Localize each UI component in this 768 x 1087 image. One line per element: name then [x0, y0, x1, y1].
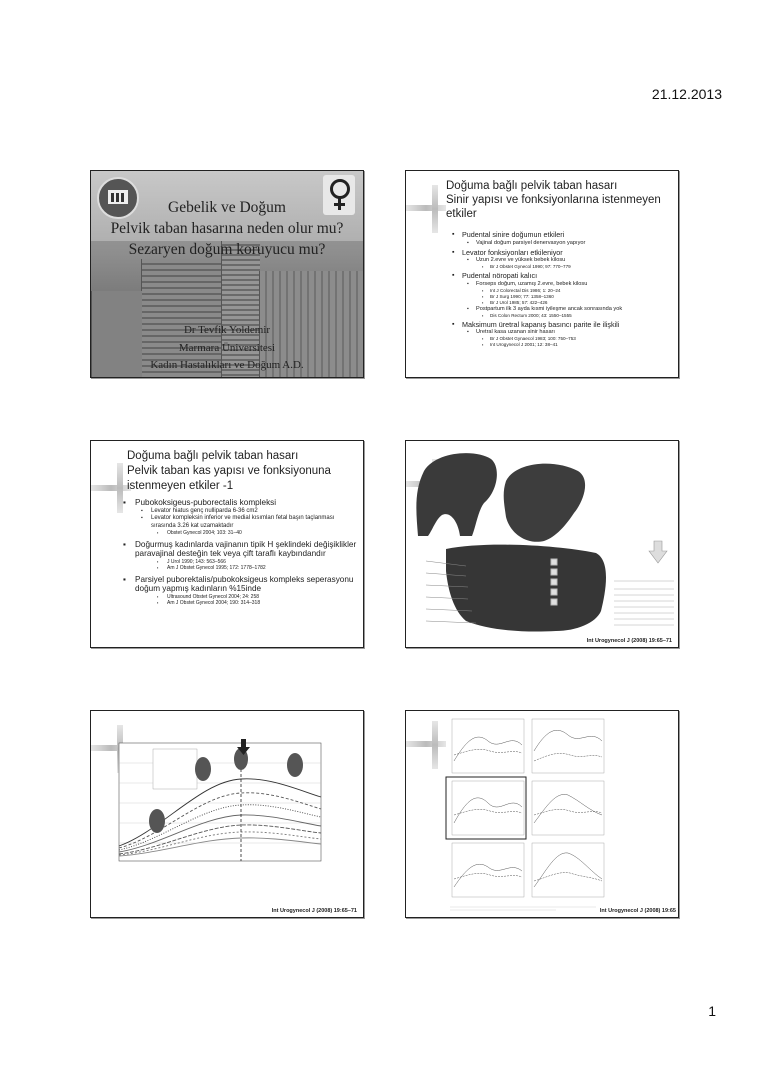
list-item: ▪ Levator fonksiyonları etkileniyor: [452, 249, 672, 258]
muscle-model-bottom: [446, 545, 606, 632]
list-item: ▪ Am J Obstet Gynecol 1995; 172: 1778–1782: [123, 565, 359, 572]
list-item: ▪ J Urol 1990; 143: 563–566: [123, 559, 359, 566]
slide-1-title-line-1: Gebelik ve Doğum: [168, 199, 286, 216]
list-item: ▪ Forseps doğum, uzamış 2.evre, bebek kilosu: [452, 281, 672, 288]
slide-3-title-line-2: Pelvik taban kas yapısı ve fonksiyonuna: [127, 465, 331, 477]
page-date: 21.12.2013: [651, 86, 722, 102]
pelvic-floor-muscle-figure: [406, 441, 678, 647]
slide-3-bullet-list: [123, 495, 359, 607]
legend: [153, 749, 197, 789]
list-item: ▪ Dis Colon Rectum 2000; 43: 1550–1555: [452, 313, 672, 319]
stretch-vs-displacement-chart: [91, 711, 363, 917]
list-item: ▪ Maksimum üretral kapanış basıncı parite ile ilişkili: [452, 321, 672, 330]
slide-2-title-line-3: etkiler: [446, 208, 477, 220]
slide-1-university: Marmara Üniversitesi: [178, 342, 276, 354]
list-item: ▪ Doğurmuş kadınlarda vajinanın tipik H şeklindeki değişiklikler paravajinal desteğin tek veya çift taraflı kaybındandır: [123, 540, 359, 559]
slide-1-author: Dr Tevfik Yoldemir: [183, 324, 271, 336]
down-arrow-icon: [649, 541, 667, 563]
slide-1-department: Kadın Hastalıkları ve Doğum A.D.: [150, 359, 304, 371]
slide-2-bullet-list: [452, 229, 672, 348]
list-item: ▪ Pudental nöropati kalıcı: [452, 272, 672, 281]
list-item: ▪ Br J Surg 1990; 77: 1358–1360: [452, 294, 672, 300]
slide-1: [90, 170, 364, 378]
muscle-model-left: [416, 453, 497, 536]
slide-5: [90, 710, 364, 918]
list-item: ▪ Br J Obstet Gynaecol 1983; 100: 750–753: [452, 336, 672, 342]
slide-2: [405, 170, 679, 378]
level-table: [614, 581, 674, 625]
list-item: ▪ Levator hiatus genç nulliparda 6-36 cm2: [123, 508, 359, 516]
list-item: ▪ Pubokoksigeus-puborectalis kompleksi: [123, 498, 359, 508]
slide-3-title-line-1: Doğuma bağlı pelvik taban hasarı: [127, 450, 299, 462]
list-item: ▪ Am J Obstet Gynecol 2004; 190: 314–318: [123, 600, 359, 607]
six-panel-stress-plots: [406, 711, 678, 917]
slide-5-citation: Int Urogynecol J (2008) 19:65–71: [271, 908, 357, 914]
list-item: ▪ Br J Urol 1985; 57: 422–426: [452, 300, 672, 306]
slide-6-citation: Int Urogynecol J (2008) 19:65: [599, 908, 676, 914]
slide-6: [405, 710, 679, 918]
list-item: ▪ Parsiyel puborektalis/pubokoksigeus kompleks seperasyonu doğum yapmış kadınların %15inde: [123, 575, 359, 594]
slide-1-title-line-2: Pelvik taban hasarına neden olur mu?: [110, 220, 344, 237]
list-item: ▪ Int Urogynecol J 2001; 12: 38–41: [452, 342, 672, 348]
list-item: ▪ Int J Colorectal Dis 1986; 1: 20–24: [452, 288, 672, 294]
slide-2-title-line-2: Sinir yapısı ve fonksiyonlarına istenmeyen: [446, 194, 661, 206]
slide-3: [90, 440, 364, 648]
slide-4-citation: Int Urogynecol J (2008) 19:65–71: [586, 638, 672, 644]
page-number: 1: [708, 1003, 716, 1019]
list-item: ▪ Postpartum ilk 3 ayda kısmi iyileşme ancak sonrasında yok: [452, 306, 672, 313]
slide-1-title-line-3: Sezaryen doğum koruyucu mu?: [128, 241, 326, 258]
slide-4: [405, 440, 679, 648]
list-item: ▪ Uzun 2.evre ve yüksek bebek kilosu: [452, 257, 672, 264]
slide-3-title-line-3: istenmeyen etkiler -1: [127, 480, 234, 492]
list-item: ▪ Levator kompleksin inferior ve medial kısımları fetal başın taçlanması sırasında 3.26 kat uzamaktadır: [123, 515, 359, 530]
list-item: ▪ Ultrasound Obstet Gynecol 2004; 24: 258: [123, 594, 359, 601]
slide-2-title-line-1: Doğuma bağlı pelvik taban hasarı: [446, 180, 618, 192]
list-item: ▪ Uretral kasa uzanan sinir hasarı: [452, 329, 672, 336]
list-item: ▪ Vajinal doğum parsiyel denervasyon yapıyor: [452, 240, 672, 247]
list-item: ▪ Br J Obstet Gynecol 1990; 97: 770–779: [452, 264, 672, 270]
list-item: ▪ Obstet Gynecol 2004; 103: 31–40: [123, 530, 359, 537]
list-item: ▪ Pudental sinire doğumun etkileri: [452, 231, 672, 240]
muscle-model-right: [504, 464, 585, 542]
